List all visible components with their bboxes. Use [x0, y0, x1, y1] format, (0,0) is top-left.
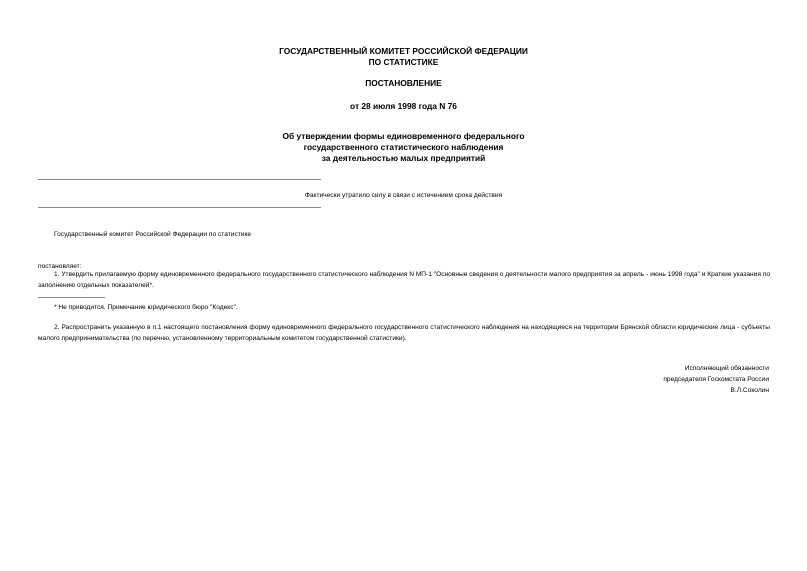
signature-block: [663, 363, 769, 396]
signature-line-2: председателя Госкомстата России: [663, 376, 769, 383]
issuing-authority-title: [0, 46, 807, 68]
authority-line: Государственный комитет Российской Федерации по статистике: [54, 231, 252, 238]
subject-line-1: Об утверждении формы единовременного федерального: [282, 131, 525, 141]
subject-line-3: за деятельностью малых предприятий: [321, 153, 486, 163]
subject-line-2: государственного статистического наблюдения: [303, 142, 504, 152]
document-subject: [0, 131, 807, 164]
signature-name: В.Л.Соколин: [730, 387, 769, 394]
resolves-line: постановляет:: [38, 263, 82, 270]
document-date-number: от 28 июля 1998 года N 76: [350, 101, 457, 111]
org-line-2: ПО СТАТИСТИКЕ: [368, 57, 439, 67]
footnote: * Не приводится. Примечание юридического бюро "Кодекс".: [54, 304, 238, 311]
status-divider-bottom: [38, 207, 321, 208]
org-line-1: ГОСУДАРСТВЕННЫЙ КОМИТЕТ РОССИЙСКОЙ ФЕДЕРАЦИИ: [279, 46, 528, 56]
signature-line-1: Исполняющий обязанности: [684, 365, 769, 372]
footnote-divider: [38, 297, 105, 298]
document-type: ПОСТАНОВЛЕНИЕ: [365, 78, 442, 88]
paragraph-1: 1. Утвердить прилагаемую форму единовременного федерального государственного статистического наблюдения N МП-1 "Основные сведения о деятельности малого предприятия за апрель - июнь 1998 года" и Краткие указания по заполнению отдельных показателей*.: [38, 271, 770, 289]
status-note: Фактически утратило силу в связи с истечением срока действия: [304, 192, 503, 199]
status-divider-top: [38, 179, 321, 180]
paragraph-2: 2. Распространить указанную в п.1 настоящего постановления форму единовременного федерального государственного статистического наблюдения на находящиеся на территории Брянской области юридические лица - субъекты малого предпринимательства (по перечню, установленному территориальным комитетом государственной статистики).: [38, 324, 770, 342]
